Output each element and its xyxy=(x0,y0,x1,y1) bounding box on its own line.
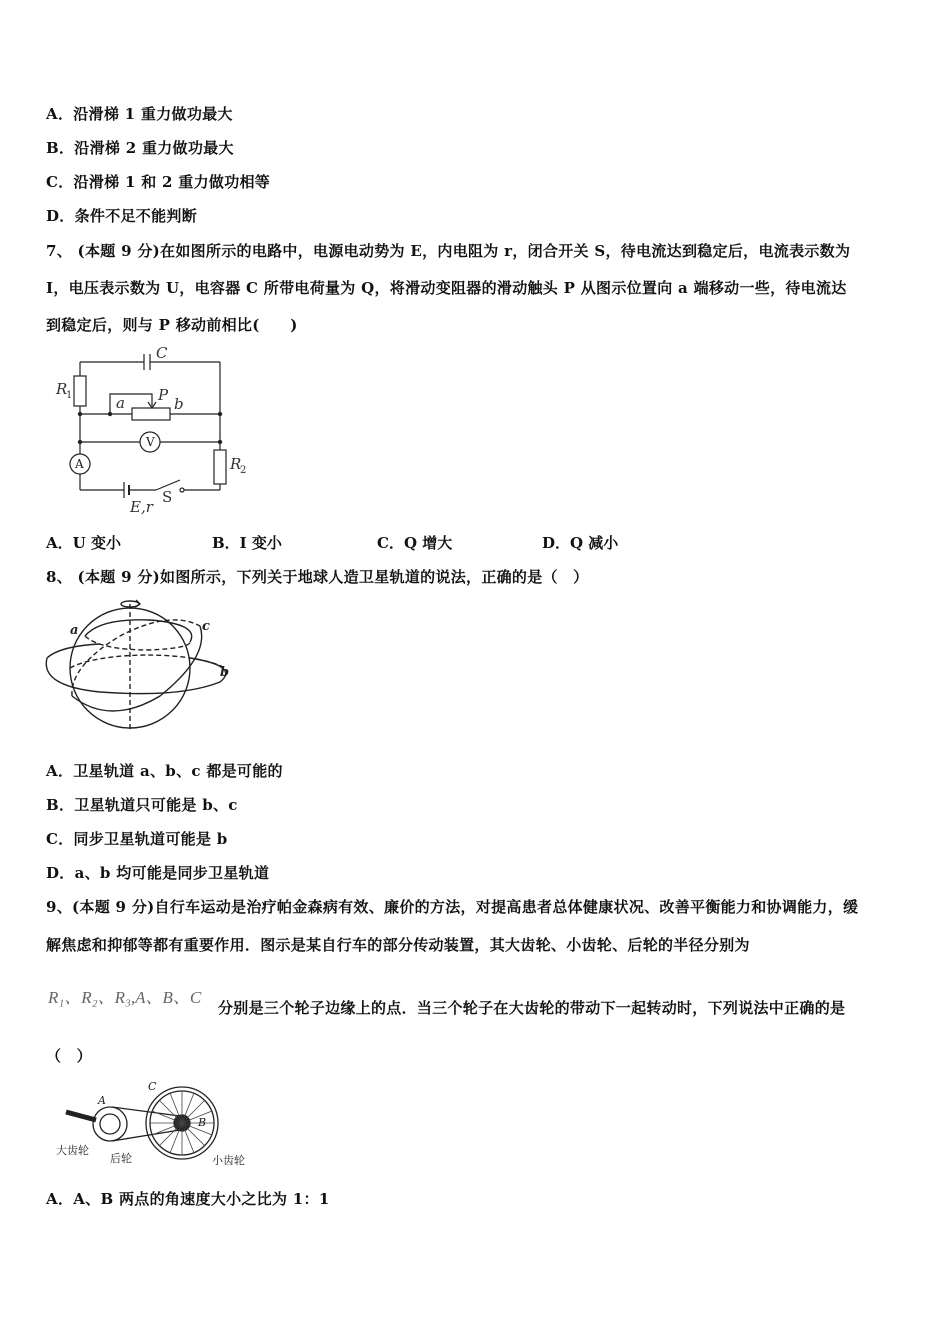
q8-option-b: B．卫星轨道只可能是 b、c xyxy=(46,796,238,814)
q7-stem-line-2: I，电压表示数为 U，电容器 C 所带电荷量为 Q，将滑动变阻器的滑动触头 P 从图示位置向 a 端移动一些，待电流达 xyxy=(46,279,847,297)
orbit-label-b: b xyxy=(220,665,230,680)
q6-option-a: A．沿滑梯 1 重力做功最大 xyxy=(46,105,233,123)
q6-option-b: B．沿滑梯 2 重力做功最大 xyxy=(46,139,234,157)
label-r1-sub: 1 xyxy=(66,390,73,401)
q9-stem-line-4: （ ） xyxy=(46,1047,92,1065)
q7-stem-line-1: 7、 (本题 9 分)在如图所示的电路中，电源电动势为 E，内电阻为 r，闭合开关 S，待电流达到稳定后，电流表示数为 xyxy=(46,242,851,260)
q6-option-c: C．沿滑梯 1 和 2 重力做功相等 xyxy=(46,173,271,191)
q6-option-d: D．条件不足不能判断 xyxy=(46,207,198,225)
voltmeter-label: V xyxy=(146,435,155,449)
label-b: b xyxy=(174,395,184,413)
label-r1: R xyxy=(56,380,68,398)
label-r2: R xyxy=(230,455,242,473)
q8-stem: 8、 (本题 9 分)如图所示，下列关于地球人造卫星轨道的说法，正确的是（ ） xyxy=(46,568,589,586)
q8-option-c: C．同步卫星轨道可能是 b xyxy=(46,830,228,848)
label-a: a xyxy=(116,394,125,412)
q7-option-b: B．I 变小 xyxy=(212,534,282,552)
q9-stem-line-1: 9、(本题 9 分)自行车运动是治疗帕金森病有效、廉价的方法，对提高患者总体健康状况、改善平衡能力和协调能力，缓 xyxy=(46,898,859,916)
q7-stem-line-3: 到稳定后，则与 P 移动前相比( ) xyxy=(46,316,298,334)
q9-math-expression: R₁、R₂、R₃,A、B、C xyxy=(48,988,202,1007)
q7-option-a: A．U 变小 xyxy=(46,534,121,552)
label-c: C xyxy=(156,344,168,362)
q9-option-a: A．A、B 两点的角速度大小之比为 1：1 xyxy=(46,1190,330,1208)
q9-stem-line-3: 分别是三个轮子边缘上的点．当三个轮子在大齿轮的带动下一起转动时，下列说法中正确的是 xyxy=(218,999,846,1017)
q8-option-a: A．卫星轨道 a、b、c 都是可能的 xyxy=(46,762,283,780)
orbit-label-a: a xyxy=(70,623,79,638)
q7-option-d: D．Q 减小 xyxy=(542,534,619,552)
q8-option-d: D．a、b 均可能是同步卫星轨道 xyxy=(46,864,270,882)
q9-stem-line-2: 解焦虑和抑郁等都有重要作用．图示是某自行车的部分传动装置，其大齿轮、小齿轮、后轮的半径分别为 xyxy=(46,936,750,954)
q9-bicycle-drive-diagram xyxy=(52,1080,262,1170)
label-p: P xyxy=(158,386,169,404)
q7-circuit-diagram xyxy=(52,342,252,517)
point-label-a: A xyxy=(98,1094,106,1107)
q7-option-c: C．Q 增大 xyxy=(377,534,453,552)
q8-orbit-diagram xyxy=(40,596,240,736)
label-small-gear: 小齿轮 xyxy=(212,1154,245,1167)
orbit-label-c: c xyxy=(202,619,210,634)
label-r2-sub: 2 xyxy=(240,465,247,476)
label-big-gear: 大齿轮 xyxy=(56,1144,89,1157)
label-rear-wheel: 后轮 xyxy=(110,1152,132,1165)
label-er: E,r xyxy=(130,498,153,516)
label-s: S xyxy=(162,488,173,506)
ammeter-label: A xyxy=(75,457,84,471)
point-label-b: B xyxy=(198,1116,207,1129)
point-label-c: C xyxy=(148,1080,157,1093)
